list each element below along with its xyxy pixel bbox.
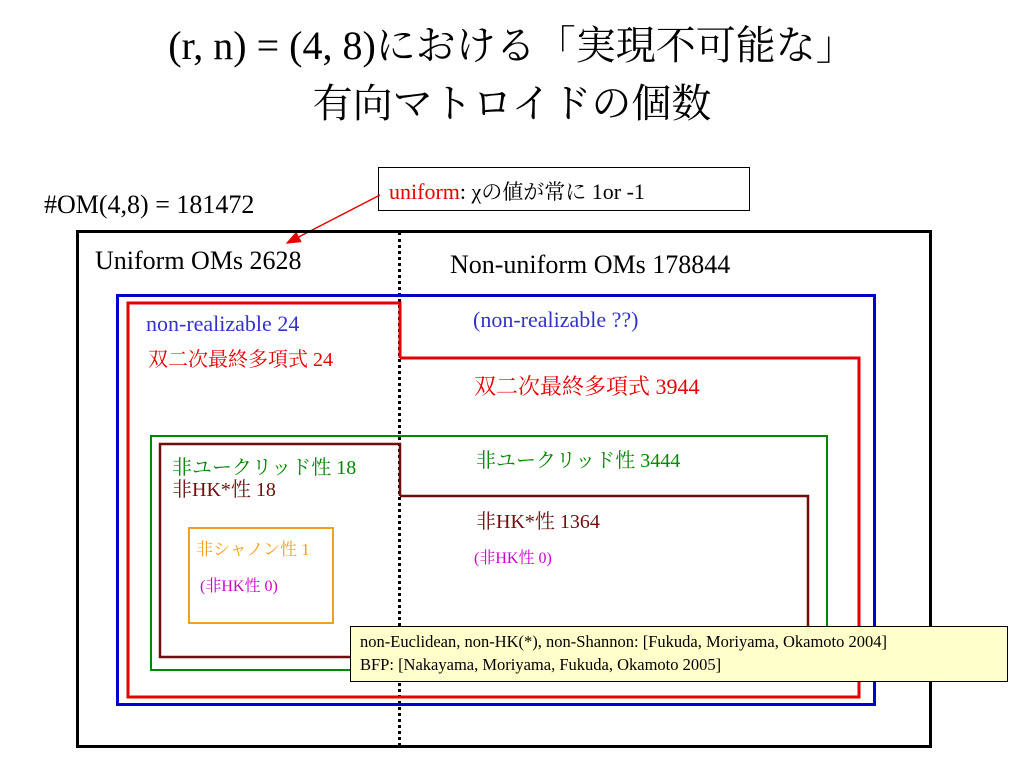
uniform-note-values: 1or -1 (591, 179, 645, 204)
non-euclidean-left-num: 18 (336, 457, 357, 479)
bfp-left-num: 24 (313, 349, 333, 371)
non-hk-star-right-hk: HK* (496, 511, 535, 533)
non-shannon-label (196, 535, 310, 560)
non-hk-left-label: (非HK性 0) (200, 578, 278, 595)
non-hk-star-right-num: 1364 (559, 511, 600, 533)
bfp-left-jp: 双二次最終多項式 (148, 347, 308, 371)
uniform-term: uniform (389, 179, 460, 204)
non-hk-star-left-num: 18 (255, 479, 276, 501)
reference-line-2: BFP: [Nakayama, Moriyama, Fukuda, Okamoto 2005] (360, 655, 722, 674)
uniform-colon: : (459, 179, 467, 204)
non-euclidean-right-jp: 非ユークリッド性 (476, 448, 636, 472)
title-line-2: 有向マトロイドの個数 (312, 81, 712, 127)
non-hk-star-right-jp: 非 (476, 509, 496, 533)
non-euclidean-right-num: 3444 (640, 450, 681, 472)
reference-line-1: non-Euclidean, non-HK(*), non-Shannon: [Fukuda, Moriyama, Okamoto 2004] (360, 632, 887, 651)
non-hk-star-right-label (476, 505, 600, 534)
non-shannon-jp: 非シャノン性 (196, 540, 297, 560)
bfp-right-jp: 双二次最終多項式 (474, 375, 651, 400)
chi-symbol: χ (471, 179, 482, 204)
uniform-header: Uniform OMs 2628 (95, 246, 302, 275)
nonuniform-header: Non-uniform OMs 178844 (450, 250, 731, 279)
nonrealizable-left-label: non-realizable 24 (146, 311, 300, 336)
uniform-note-jp: の値が常に (481, 180, 587, 204)
title-jp: における「実現不可能な」 (375, 23, 856, 69)
non-hk-star-left-jp2: 性 (230, 477, 251, 501)
non-hk-star-right-jp2: 性 (534, 509, 555, 533)
non-hk-star-left-jp: 非 (172, 477, 192, 501)
nonrealizable-right-label: (non-realizable ??) (473, 307, 639, 332)
title-math: (r, n) = (4, 8) (168, 23, 376, 68)
non-euclidean-left-jp: 非ユークリッド性 (172, 455, 332, 479)
references-box (350, 626, 1008, 682)
non-hk-right-label: (非HK性 0) (474, 550, 552, 567)
non-shannon-num: 1 (301, 540, 310, 559)
bfp-right-num: 3944 (655, 374, 700, 399)
total-count: #OM(4,8) = 181472 (44, 190, 255, 219)
non-hk-star-left-label (172, 473, 276, 502)
non-hk-star-left-hk: HK* (192, 479, 231, 501)
